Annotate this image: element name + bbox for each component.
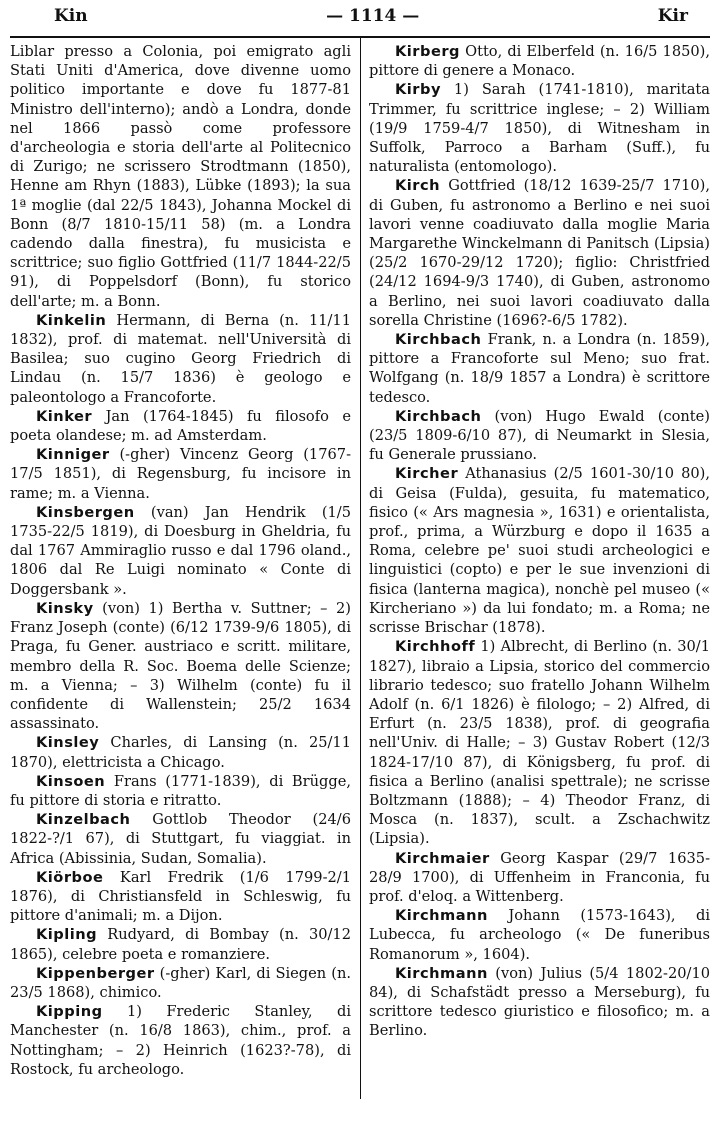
entry xyxy=(10,925,351,963)
entry-text: Charles, di Lansing (n. 25/11 1870), elettricista a Chicago. xyxy=(10,734,352,771)
entry xyxy=(10,407,351,445)
entry xyxy=(369,637,710,848)
entry-headword: Kirchbach xyxy=(395,331,482,349)
entry-headword: Kinsley xyxy=(36,734,100,752)
entry-headword: Kinsoen xyxy=(36,772,106,790)
entry-headword: Kirchmann xyxy=(395,907,488,925)
entry-headword: Kircher xyxy=(395,465,459,483)
entry-headword: Kirchhoff xyxy=(395,638,476,656)
entry-text: Liblar presso a Colonia, poi emigrato agli Stati Uniti d'America, dove divenne uomo politico importante e dove fu 1877-81 Ministro dell'interno); andò a Londra, donde nel 1866 passò come professore d'archeologia e storia dell'arte al Politecnico di Zurigo; ne scrissero Strodtmann (1850), Henne am Rhyn (1883), Lübke (1893); la sua 1ª moglie (dal 22/5 1843), Johanna Mockel di Bonn (8/7 1810-15/11 58) (m. a Londra cadendo dalla finestra), fu musicista e scrittrice; suo figlio Gottfried (11/7 1844-22/5 91), di Poppelsdorf (Bonn), fu storico dell'arte; m. a Bonn. xyxy=(10,43,351,310)
entry-text: Otto, di Elberfeld (n. 16/5 1850), pittore di genere a Monaco. xyxy=(369,43,711,80)
entry xyxy=(10,868,351,926)
entry-text: Gottlob Theodor (24/6 1822-?/1 67), di Stuttgart, fu viaggiat. in Africa (Abissinia, Sudan, Somalia). xyxy=(10,811,352,867)
entry xyxy=(10,1002,351,1079)
entry xyxy=(369,849,710,907)
entry xyxy=(10,445,351,503)
entry-headword: Kippenberger xyxy=(36,964,155,982)
entry xyxy=(10,772,351,810)
header-left-guide-word: Kin xyxy=(54,6,88,26)
columns xyxy=(10,42,710,1079)
right-column xyxy=(369,42,710,1079)
entry-headword: Kinniger xyxy=(36,446,110,464)
entry-text: Karl Fredrik (1/6 1799-2/1 1876), di Christiansfeld in Schleswig, fu pittore d'animali; m. a Dijon. xyxy=(10,868,351,925)
entry xyxy=(369,330,710,407)
entry-headword: Kirby xyxy=(395,81,441,99)
entry-text: (van) Jan Hendrik (1/5 1735-22/5 1819), di Doesburg in Gheldria, fu dal 1767 Ammiraglio russo e dal 1796 oland., 1806 dal Re Luigi nominato « Conte di Doggersbank ». xyxy=(10,503,351,598)
entry xyxy=(369,906,710,964)
entry xyxy=(369,42,710,80)
entry xyxy=(10,599,351,733)
entry-text: (-gher) Vincenz Georg (1767-17/5 1851), di Regensburg, fu incisore in rame; m. a Vienna. xyxy=(10,446,352,502)
entry-text: Gottfried (18/12 1639-25/7 1710), di Guben, fu astronomo a Berlino e nei suoi lavori venne coadiuvato dalla moglie Maria Margarethe Winckelmann di Panitsch (Lipsia) (25/2 1670-29/12 1720); figlio: Christfried (24/12 1694-9/3 1740), di Guben, astronomo a Berlino, nei suoi lavori coadiuvato dalla sorella Christine (1696?-6/5 1782). xyxy=(369,177,710,329)
entry-headword: Kirchmaier xyxy=(395,849,490,867)
entry-text: (von) Julius (5/4 1802-20/10 84), di Schafstädt presso a Merseburg), fu scrittore tedesco giuristico e filosofico; m. a Berlino. xyxy=(369,964,711,1040)
entry-text: 1) Frederic Stanley, di Manchester (n. 16/8 1863), chim., prof. a Nottingham; – 2) Heinrich (1623?-78), di Rostock, fu archeologo. xyxy=(10,1003,352,1078)
page-number: — 1114 — xyxy=(326,6,420,26)
entry xyxy=(369,964,710,1041)
entry-text: Jan (1764-1845) fu filosofo e poeta olandese; m. ad Amsterdam. xyxy=(10,407,351,445)
entry-text: Hermann, di Berna (n. 11/11 1832), prof. di matemat. nell'Università di Basilea; suo cugino Georg Friedrich di Lindau (n. 15/7 1836) è geologo e paleontologo a Francoforte. xyxy=(10,311,351,406)
entry xyxy=(10,733,351,771)
entry-text: (-gher) Karl, di Siegen (n. 23/5 1868), chimico. xyxy=(10,964,351,1001)
entry-headword: Kirberg xyxy=(395,43,460,60)
entry-headword: Kipling xyxy=(36,926,98,944)
entry xyxy=(10,311,351,407)
entry-text: 1) Albrecht, di Berlino (n. 30/1 1827), libraio a Lipsia, storico del commercio librario tedesco; suo fratello Johann Wilhelm Adolf (n. 6/1 1826) è filologo; – 2) Alfred, di Erfurt (n. 23/5 1838), prof. di geografia nell'Univ. di Halle; – 3) Gustav Robert (12/3 1824-17/10 87), di Königsberg, fu prof. di fisica a Berlino (analisi spettrale); ne scrisse Boltzmann (1888); – 4) Theodor Franz, di Mosca (n. 1837), scult. a Zschachwitz (Lipsia). xyxy=(369,638,711,848)
entry-headword: Kipping xyxy=(36,1003,103,1021)
entry-text: (von) 1) Bertha v. Suttner; – 2) Franz Joseph (conte) (6/12 1739-9/6 1805), di Praga, fu Gener. austriaco e scritt. militare, membro della R. Soc. Boema delle Scienze; m. a Vienna; – 3) Wilhelm (conte) fu il confidente di Wallenstein; 25/2 1634 assassinato. xyxy=(10,599,351,733)
entry-headword: Kirchmann xyxy=(395,964,488,982)
entry-text: Frank, n. a Londra (n. 1859), pittore a Francoforte sul Meno; suo frat. Wolfgang (n. 18/9 1857 a Londra) è scrittore tedesco. xyxy=(369,331,711,406)
entry-text: 1) Sarah (1741-1810), maritata Trimmer, fu scrittrice inglese; – 2) William (19/9 1759-4/7 1850), di Witnesham in Suffolk, Parroco a Barham (Suff.), fu naturalista (entomologo). xyxy=(369,81,710,176)
entry xyxy=(10,42,351,311)
entry xyxy=(10,964,351,1002)
entry-headword: Kinzelbach xyxy=(36,811,131,829)
entry-headword: Kirch xyxy=(395,177,441,195)
entry-headword: Kinsbergen xyxy=(36,503,135,521)
entry xyxy=(369,407,710,465)
header-right-guide-word: Kir xyxy=(657,6,688,26)
entry-headword: Kinker xyxy=(36,407,93,425)
entry-text: Georg Kaspar (29/7 1635-28/9 1700), di Uffenheim in Franconia, fu prof. d'eloq. a Wittenberg. xyxy=(369,849,710,905)
page-header xyxy=(10,6,710,30)
entry-headword: Kirchbach xyxy=(395,407,482,425)
entry-headword: Kinkelin xyxy=(36,311,107,329)
entry xyxy=(369,176,710,330)
entry-text: Johann (1573-1643), di Lubecca, fu archeologo (« De funeribus Romanorum », 1604). xyxy=(369,907,711,963)
entry-text: (von) Hugo Ewald (conte) (23/5 1809-6/10 87), di Neumarkt in Slesia, fu Generale prussiano. xyxy=(369,407,710,464)
left-column xyxy=(10,42,351,1079)
entry-headword: Kinsky xyxy=(36,599,94,617)
entry xyxy=(10,503,351,599)
entry-text: Rudyard, di Bombay (n. 30/12 1865), celebre poeta e romanziere. xyxy=(10,926,352,963)
entry-text: Athanasius (2/5 1601-30/10 80), di Geisa (Fulda), gesuita, fu matematico, fisico (« Ars magnesia », 1631) e orientalista, prof., prima, a Würzburg e dopo il 1635 a Roma, celebre pe' suoi studi archeologici e linguistici (copto) e per le sue invenzioni di fisica (lanterna magica), nonchè pel museo (« Kircheriano ») da lui fondato; m. a Roma; ne scrisse Brischar (1878). xyxy=(369,465,710,637)
entry xyxy=(369,80,710,176)
entry xyxy=(10,810,351,868)
entry-text: Frans (1771-1839), di Brügge, fu pittore di storia e ritratto. xyxy=(10,772,351,809)
entry xyxy=(369,464,710,637)
entry-headword: Kiörboe xyxy=(36,868,104,886)
